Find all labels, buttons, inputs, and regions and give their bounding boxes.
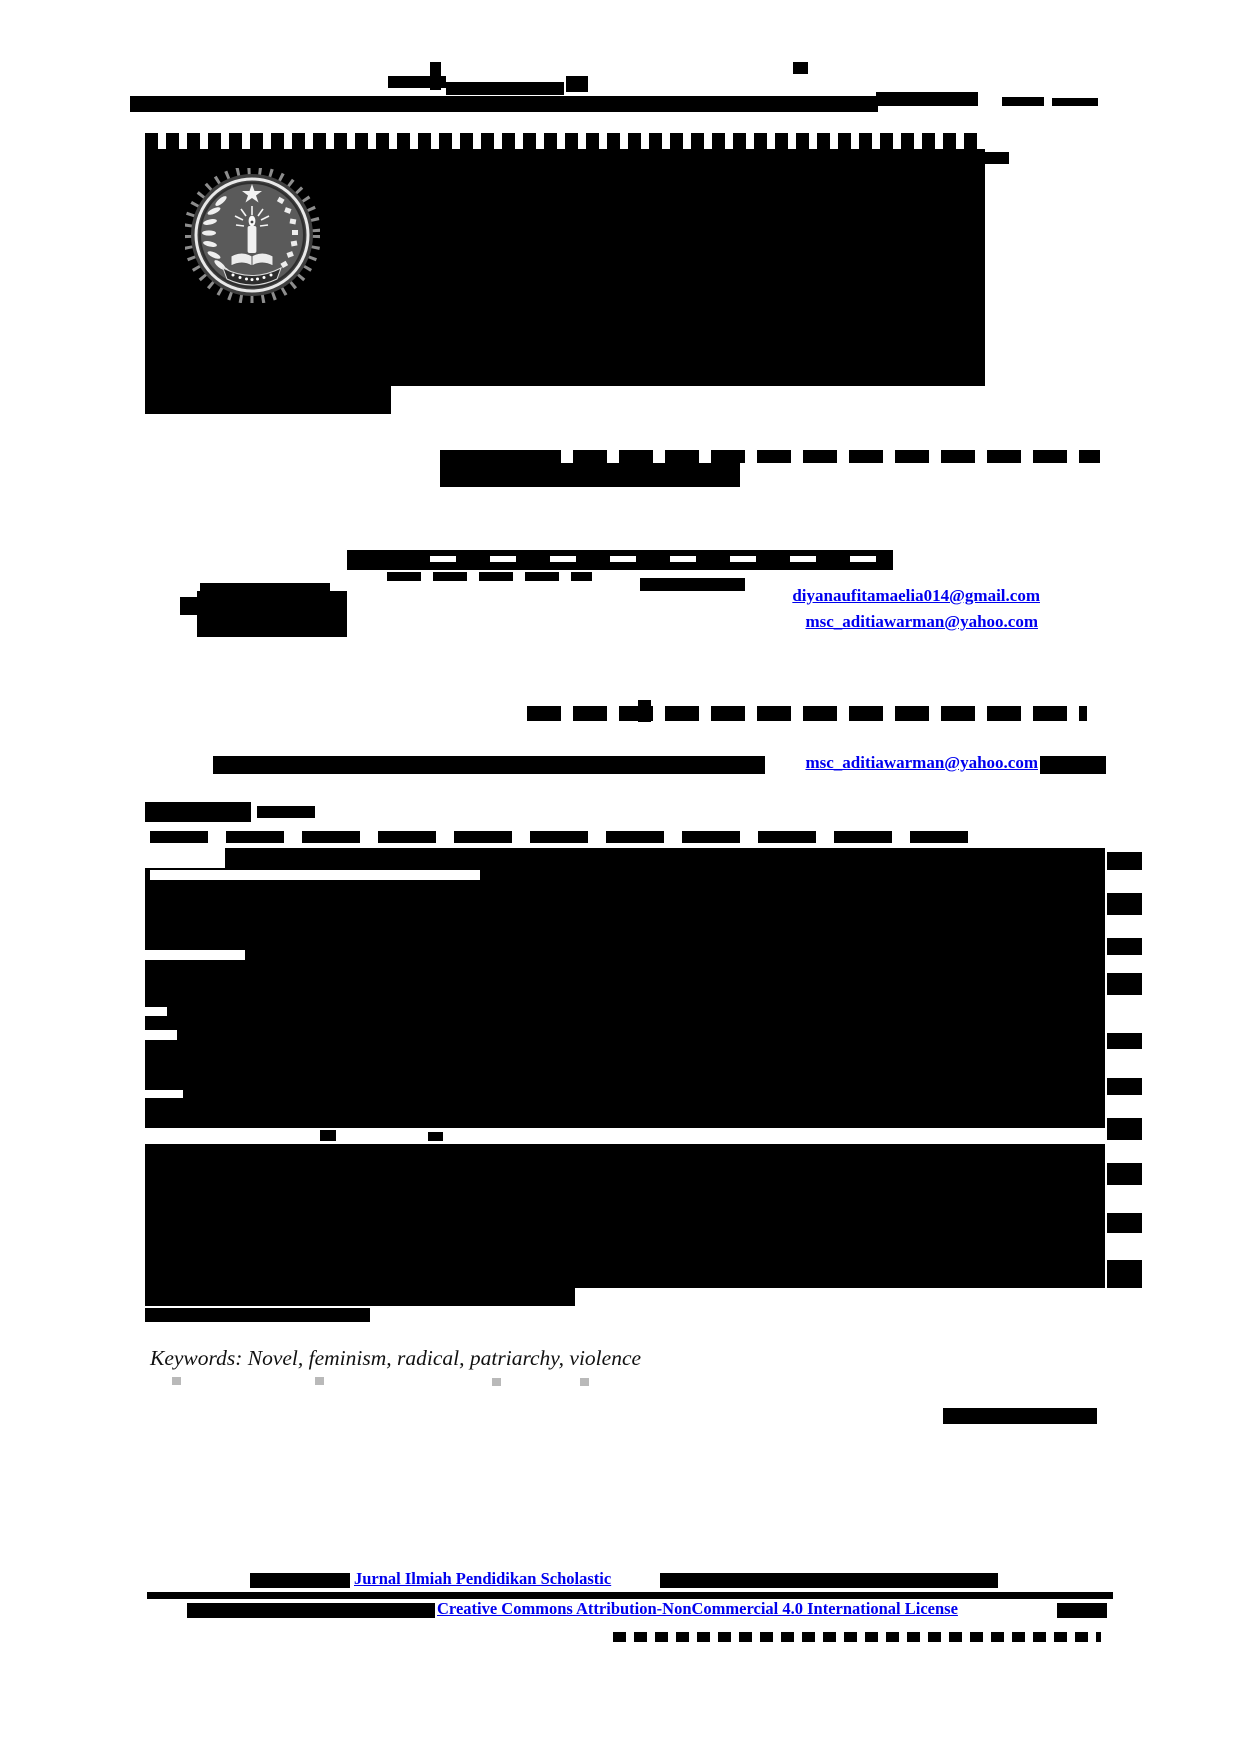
keywords-line: Keywords: Novel, feminism, radical, patriarchy, violence xyxy=(150,1346,642,1370)
cc-license-link[interactable]: Creative Commons Attribution-NonCommercial 4.0 International License xyxy=(437,1599,958,1618)
redaction-title-bar xyxy=(440,463,740,487)
redaction-lineend xyxy=(1107,1033,1142,1049)
redaction-bar xyxy=(320,1130,336,1141)
redaction-notch xyxy=(145,950,245,960)
proof-mark xyxy=(172,1377,181,1385)
redaction-bar xyxy=(1002,97,1044,106)
redaction-lineend xyxy=(1107,852,1142,870)
redaction-affiliation-block xyxy=(197,591,347,637)
author2-yahoo-link[interactable]: msc_aditiawarman@yahoo.com xyxy=(805,753,1038,772)
redaction-bar xyxy=(257,806,315,818)
redaction-bar xyxy=(640,578,745,591)
redaction-footer-dashes xyxy=(613,1632,1101,1642)
redaction-bar xyxy=(943,1408,1097,1424)
redaction-bar xyxy=(440,450,532,463)
redaction-bar xyxy=(145,386,391,414)
proof-mark xyxy=(315,1377,324,1385)
journal-logo xyxy=(185,168,320,303)
redaction-lineend xyxy=(1107,893,1142,915)
redaction-lineend xyxy=(1107,1163,1142,1185)
proof-mark xyxy=(492,1378,501,1386)
redaction-bar xyxy=(1040,756,1106,774)
redaction-notch xyxy=(150,870,480,880)
redaction-lineend xyxy=(1107,1118,1142,1140)
redaction-gap-line xyxy=(145,1128,1105,1144)
redaction-lineend xyxy=(1107,1213,1142,1233)
redaction-notch xyxy=(145,1090,183,1098)
redaction-title-row xyxy=(527,450,1100,463)
redaction-bar xyxy=(147,1592,1113,1599)
redaction-lineend xyxy=(1107,1260,1142,1288)
redaction-bar xyxy=(130,96,878,112)
redaction-bar xyxy=(1052,98,1098,106)
redaction-bar xyxy=(150,831,970,843)
proof-mark xyxy=(580,1378,589,1386)
redaction-bar xyxy=(180,597,197,615)
redaction-bar xyxy=(985,152,1009,164)
redaction-bar xyxy=(876,92,978,106)
redaction-dotted-row xyxy=(145,133,985,149)
redaction-authors-gaps xyxy=(430,556,880,562)
journal-title-link[interactable]: Jurnal Ilmiah Pendidikan Scholastic xyxy=(354,1569,612,1588)
redaction-notch xyxy=(145,1030,177,1040)
redaction-abstract-heading xyxy=(145,802,251,822)
redaction-author2-heading xyxy=(527,706,1087,721)
redaction-bar xyxy=(145,1308,370,1322)
redaction-lineend xyxy=(1107,973,1142,995)
redaction-notch xyxy=(145,848,225,868)
redaction-bar xyxy=(793,62,808,74)
redaction-notch xyxy=(145,1007,167,1016)
author1-gmail-link[interactable]: diyanaufitamaelia014@gmail.com xyxy=(792,586,1040,605)
redaction-bar xyxy=(660,1573,998,1588)
redaction-bar xyxy=(250,1573,350,1588)
redaction-bar xyxy=(430,62,441,90)
redaction-bar xyxy=(145,1288,575,1306)
redaction-bar xyxy=(566,76,588,92)
redaction-bar xyxy=(187,1603,435,1618)
redaction-bar xyxy=(387,572,592,581)
redaction-bar xyxy=(428,1132,443,1141)
redaction-lineend xyxy=(1107,938,1142,955)
redaction-bar xyxy=(446,82,564,95)
redaction-bar xyxy=(213,756,765,774)
redaction-bar xyxy=(200,583,330,591)
redaction-lineend xyxy=(1107,1078,1142,1095)
author1-yahoo-link[interactable]: msc_aditiawarman@yahoo.com xyxy=(805,612,1038,631)
redaction-bar xyxy=(1057,1603,1107,1618)
redaction-bar xyxy=(638,700,651,722)
redaction-abstract-body xyxy=(145,848,1105,1288)
